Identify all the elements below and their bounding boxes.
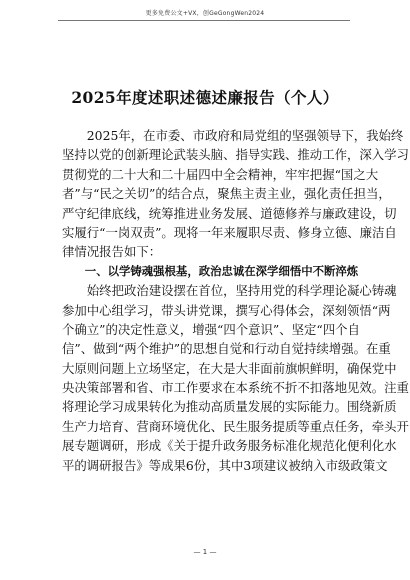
body-line: 个确立”的决定性意义，增强“四个意识”、坚定“四个自 <box>62 321 360 337</box>
body-line: 大原则问题上立场坚定，在大是大非面前旗帜鲜明，确保党中 <box>62 360 397 376</box>
document-title: 2025年度述职述德述廉报告（个人） <box>71 88 339 107</box>
body-line: 展专题调研，形成《关于提升政务服务标准化规范化便利化水 <box>62 438 397 454</box>
body-line: 参加中心组学习，带头讲党课，撰写心得体会，深刻领悟“两 <box>62 302 391 318</box>
body-line: 将理论学习成果转化为推动高质量发展的实际能力。围绕新质 <box>62 399 397 415</box>
body-line: 2025年，在市委、市政府和局党组的坚强领导下，我始终 <box>86 128 404 143</box>
body-line: 生产力培育、营商环境优化、民生服务提质等重点任务，牵头开 <box>62 418 409 434</box>
body-line: 实履行“一岗双责”。现将一年来履职尽责、修身立德、廉洁自 <box>62 224 397 240</box>
body-line: 信”、做到“两个维护”的思想自觉和行动自觉持续增强。在重 <box>62 341 391 357</box>
header-divider <box>58 20 350 21</box>
body-line: 坚持以党的创新理论武装头脑、指导实践、推动工作，深入学习 <box>62 147 409 163</box>
body-line: 平的调研报告》等成果6份，其中3项建议被纳入市级政策文 <box>62 457 388 473</box>
body-line: 者”与“民之关切”的结合点，聚焦主责主业，强化责任担当， <box>62 186 391 202</box>
body-line: 律情况报告如下： <box>62 244 162 260</box>
body-line: 央决策部署和省、市工作要求在本系统不折不扣落地见效。注重 <box>62 380 409 396</box>
header-note: 更多免费公文+VX，创GeGongWen2024 <box>145 10 265 17</box>
body-line: 贯彻党的二十大和二十届四中全会精神，牢牢把握“国之大 <box>62 166 379 182</box>
page-number: — 1 — <box>193 548 217 556</box>
body-line: 始终把政治建设摆在首位，坚持用党的科学理论凝心铸魂 <box>86 283 397 299</box>
body-line: 严守纪律底线，统筹推进业务发展、道德修养与廉政建设，切 <box>62 205 397 221</box>
document-body <box>62 126 409 475</box>
section-heading: 一、以学铸魂强根基，政治忠诚在深学细悟中不断淬炼 <box>84 263 359 278</box>
